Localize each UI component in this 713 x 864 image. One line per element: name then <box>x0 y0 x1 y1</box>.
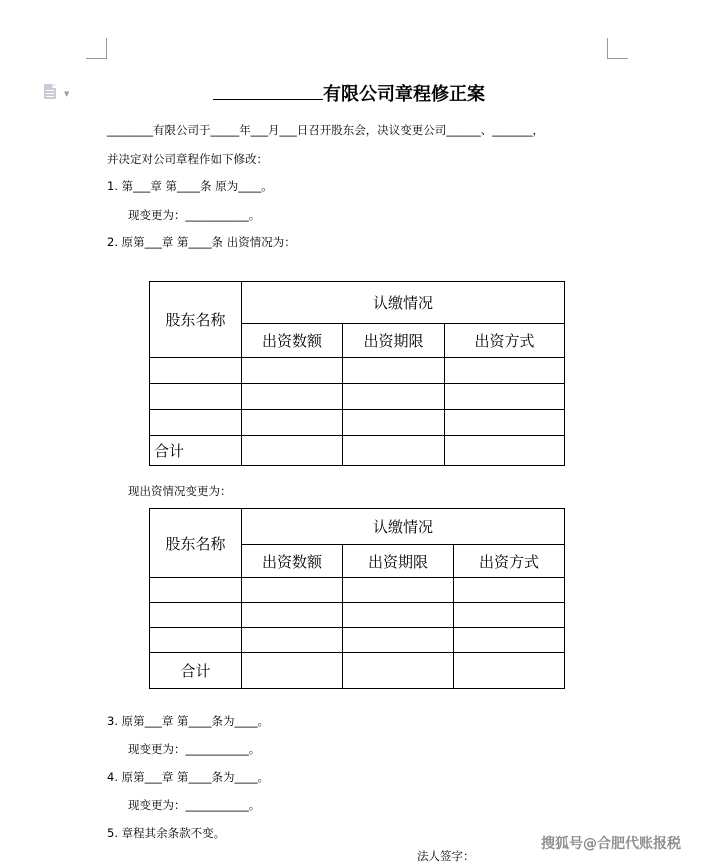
amount-header: 出资数额 <box>242 545 343 578</box>
item-4-change: 现变更为：___________。 <box>128 798 261 812</box>
term-header: 出资期限 <box>343 545 454 578</box>
table-row <box>150 410 565 436</box>
shareholder-name-header: 股东名称 <box>150 282 242 358</box>
total-label: 合计 <box>150 653 242 689</box>
amount-header: 出资数额 <box>242 324 343 358</box>
item-1-change: 现变更为：___________。 <box>128 208 261 222</box>
dropdown-arrow-icon[interactable]: ▼ <box>64 90 70 98</box>
table-row <box>150 653 565 689</box>
table-row <box>150 628 565 653</box>
method-header: 出资方式 <box>445 324 565 358</box>
table-row <box>150 603 565 628</box>
item-4: 4. 原第___章 第____条为____。 <box>107 770 270 784</box>
page-title: 有限公司章程修正案 <box>213 80 485 106</box>
subscription-header: 认缴情况 <box>242 509 565 545</box>
subscription-header: 认缴情况 <box>242 282 565 324</box>
intro-text: ________有限公司于_____年___月___日召开股东会，决议变更公司______、_______， <box>107 123 544 137</box>
table-row <box>150 384 565 410</box>
item-1: 1. 第___章 第____条 原为____。 <box>107 179 273 193</box>
page-corner-top-right <box>607 38 628 59</box>
page-corner-top-left <box>86 38 107 59</box>
document-icon[interactable] <box>44 84 58 100</box>
item-3: 3. 原第___章 第____条为____。 <box>107 714 270 728</box>
watermark: 搜狐号@合肥代账报税 <box>541 836 681 852</box>
intro-text-2: 并决定对公司章程作如下修改： <box>107 152 268 166</box>
term-header: 出资期限 <box>343 324 445 358</box>
now-capital-label: 现出资情况变更为： <box>128 484 232 498</box>
item-2: 2. 原第___章 第____条 出资情况为： <box>107 235 296 249</box>
total-label: 合计 <box>150 436 242 466</box>
item-5: 5. 章程其余条款不变。 <box>107 826 226 840</box>
capital-table-original <box>149 281 565 466</box>
table-row <box>150 436 565 466</box>
method-header: 出资方式 <box>454 545 565 578</box>
capital-table-new <box>149 508 565 689</box>
item-3-change: 现变更为：___________。 <box>128 742 261 756</box>
table-row <box>150 358 565 384</box>
shareholder-name-header: 股东名称 <box>150 509 242 578</box>
table-row <box>150 578 565 603</box>
signature-label: 法人签字： <box>417 849 475 863</box>
